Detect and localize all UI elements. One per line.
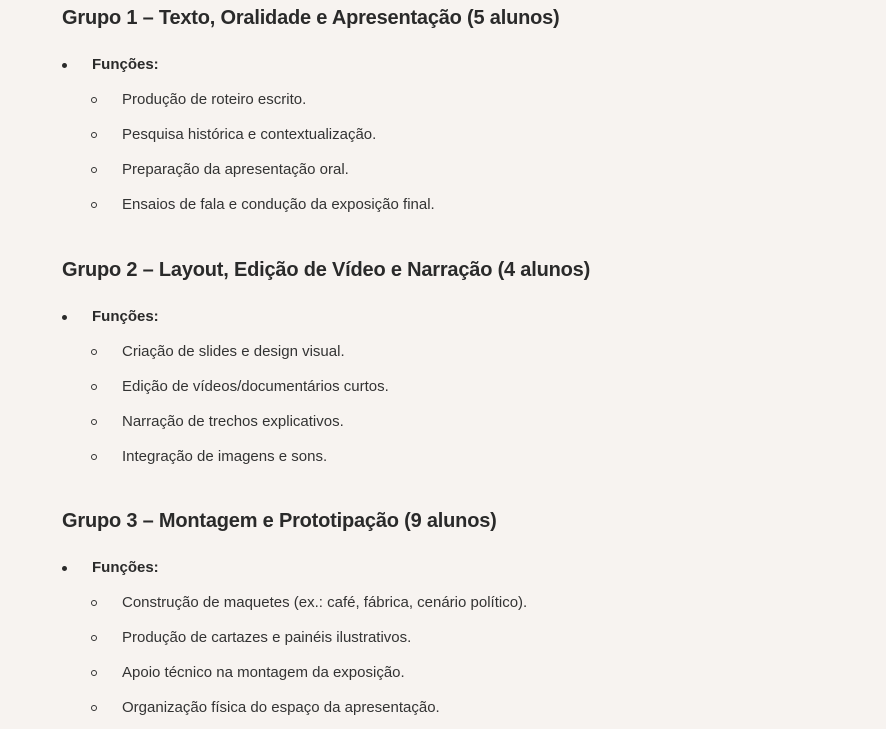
bullet-circle-icon bbox=[91, 670, 97, 676]
functions-list bbox=[62, 338, 590, 471]
list-item bbox=[62, 373, 590, 401]
bullet-dot-icon bbox=[62, 566, 67, 571]
bullet-circle-icon bbox=[91, 349, 97, 355]
group-section bbox=[62, 4, 560, 226]
bullet-circle-icon bbox=[91, 132, 97, 138]
functions-label: Funções: bbox=[92, 56, 159, 73]
bullet-circle-icon bbox=[91, 635, 97, 641]
list-item bbox=[62, 443, 590, 471]
functions-list bbox=[62, 86, 560, 219]
functions-label: Funções: bbox=[92, 308, 159, 325]
bullet-circle-icon bbox=[91, 167, 97, 173]
list-item-text: Apoio técnico na montagem da exposição. bbox=[122, 664, 405, 681]
list-item-text: Criação de slides e design visual. bbox=[122, 343, 345, 360]
list-item-text: Organização física do espaço da apresentação. bbox=[122, 699, 440, 716]
functions-bullet bbox=[62, 51, 560, 79]
functions-bullet bbox=[62, 554, 527, 582]
list-item-text: Produção de roteiro escrito. bbox=[122, 91, 307, 108]
list-item bbox=[62, 338, 590, 366]
list-item bbox=[62, 191, 560, 219]
bullet-circle-icon bbox=[91, 705, 97, 711]
list-item bbox=[62, 659, 527, 687]
list-item-text: Integração de imagens e sons. bbox=[122, 448, 328, 465]
list-item-text: Produção de cartazes e painéis ilustrativos. bbox=[122, 629, 412, 646]
list-item bbox=[62, 86, 560, 114]
bullet-circle-icon bbox=[91, 454, 97, 460]
bullet-circle-icon bbox=[91, 202, 97, 208]
list-item-text: Ensaios de fala e condução da exposição final. bbox=[122, 196, 435, 213]
bullet-circle-icon bbox=[91, 419, 97, 425]
bullet-circle-icon bbox=[91, 97, 97, 103]
bullet-dot-icon bbox=[62, 315, 67, 320]
list-item-text: Pesquisa histórica e contextualização. bbox=[122, 126, 377, 143]
bullet-dot-icon bbox=[62, 63, 67, 68]
functions-list bbox=[62, 589, 527, 722]
group-heading: Grupo 2 – Layout, Edição de Vídeo e Narração (4 alunos) bbox=[62, 259, 591, 281]
list-item bbox=[62, 121, 560, 149]
list-item-text: Edição de vídeos/documentários curtos. bbox=[122, 378, 389, 395]
list-item bbox=[62, 589, 527, 617]
functions-bullet bbox=[62, 303, 590, 331]
group-heading: Grupo 3 – Montagem e Prototipação (9 alunos) bbox=[62, 510, 497, 532]
list-item bbox=[62, 694, 527, 722]
group-heading: Grupo 1 – Texto, Oralidade e Apresentação (5 alunos) bbox=[62, 7, 560, 29]
list-item-text: Preparação da apresentação oral. bbox=[122, 161, 349, 178]
group-section bbox=[62, 256, 590, 478]
list-item bbox=[62, 624, 527, 652]
list-item bbox=[62, 408, 590, 436]
group-section bbox=[62, 507, 527, 729]
bullet-circle-icon bbox=[91, 384, 97, 390]
functions-label: Funções: bbox=[92, 559, 159, 576]
bullet-circle-icon bbox=[91, 600, 97, 606]
list-item-text: Construção de maquetes (ex.: café, fábrica, cenário político). bbox=[122, 594, 528, 611]
list-item-text: Narração de trechos explicativos. bbox=[122, 413, 344, 430]
list-item bbox=[62, 156, 560, 184]
